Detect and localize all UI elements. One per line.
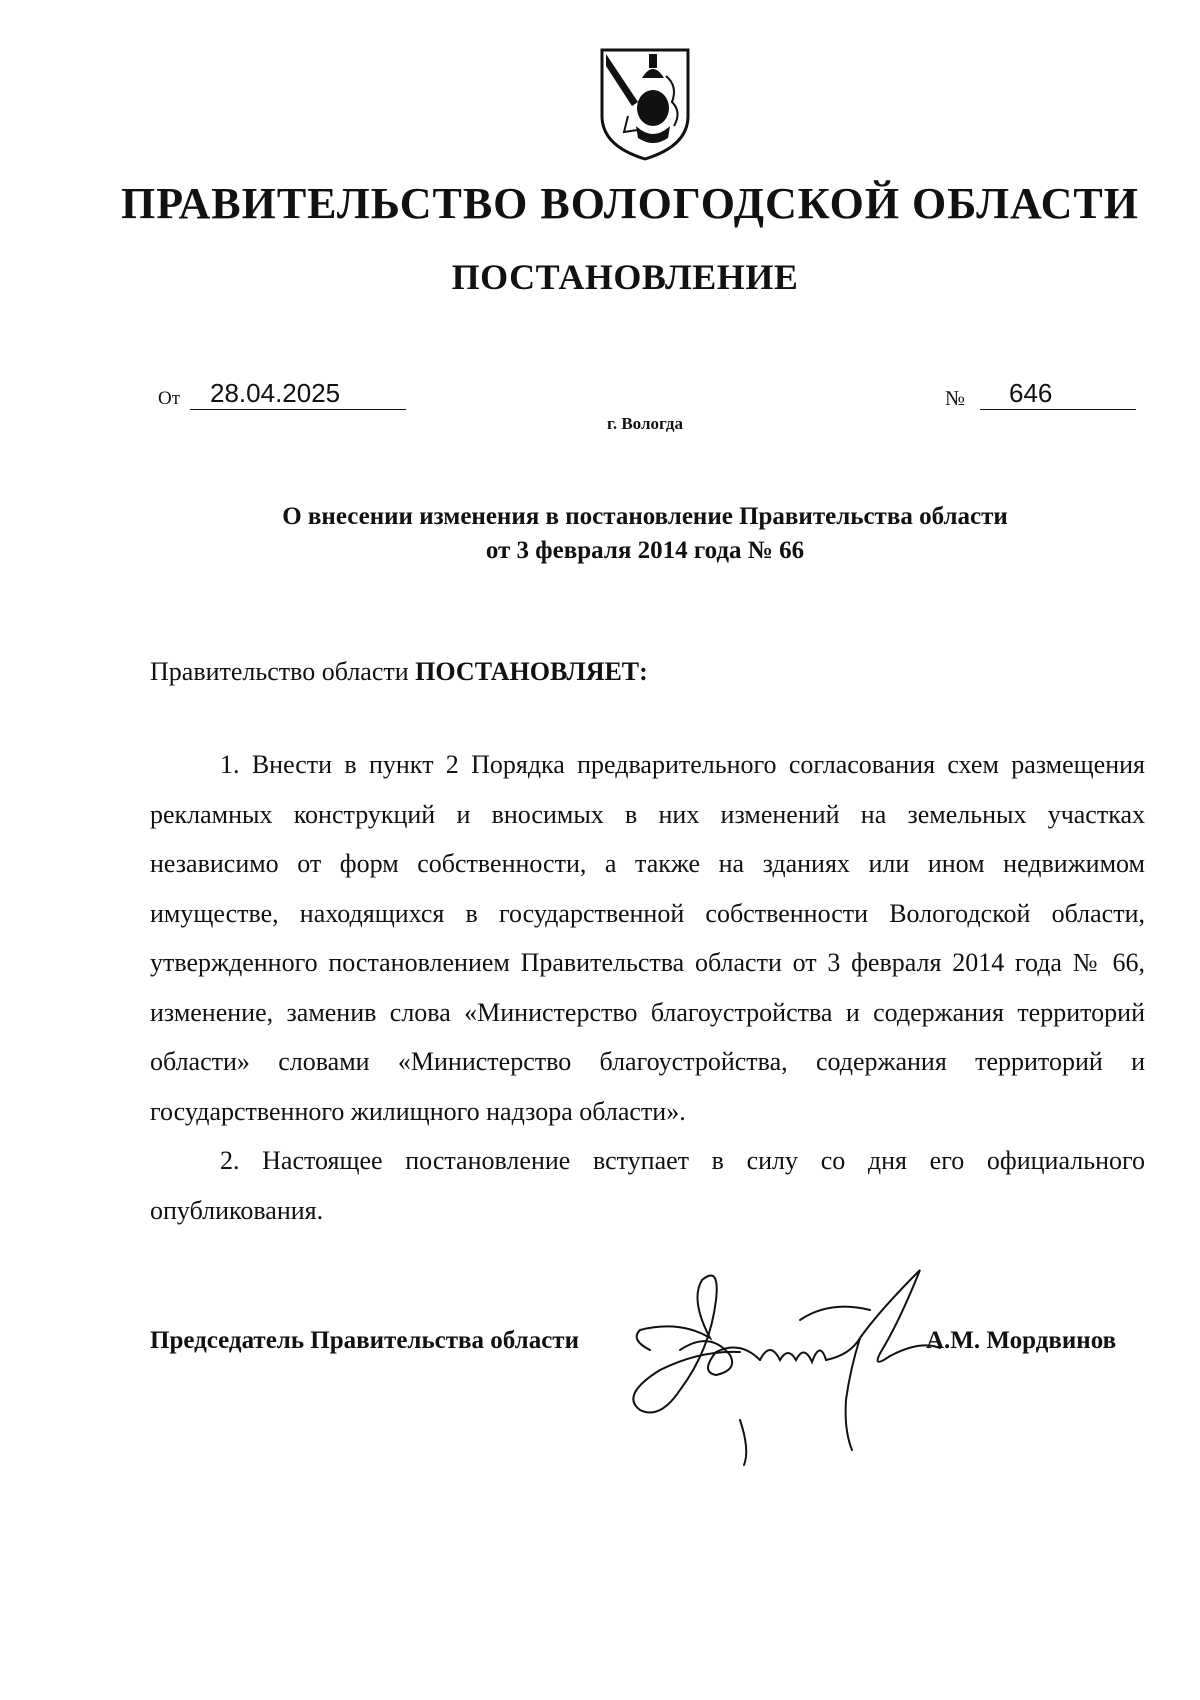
document-number: 646: [1009, 378, 1053, 408]
document-type: ПОСТАНОВЛЕНИЕ: [451, 257, 799, 297]
preamble-resolves: ПОСТАНОВЛЯЕТ:: [415, 657, 648, 686]
number-underline: [980, 409, 1136, 410]
body-paragraph-2: 2. Настоящее постановление вступает в силу со дня его официального опубликования.: [150, 1146, 1145, 1225]
signatory-title: Председатель Правительства области: [150, 1327, 579, 1354]
coat-of-arms-icon: [598, 46, 692, 162]
date-underline: [190, 409, 406, 410]
document-date: 28.04.2025: [210, 378, 341, 408]
date-label: От: [158, 388, 181, 409]
city: г. Вологда: [607, 414, 683, 433]
heading-line-2: от 3 февраля 2014 года № 66: [485, 536, 805, 564]
authority-title: ПРАВИТЕЛЬСТВО ВОЛОГОДСКОЙ ОБЛАСТИ: [121, 179, 1139, 228]
body-paragraph-1: 1. Внести в пункт 2 Порядка предварительного согласования схем размещения рекламных конструкций и вносимых в них изменений на земельных участках независимо от форм собственности, а также на зданиях или ином недвижимом имуществе, находящихся в государственной собственности Вологодской области, утвержденного постановлением Правительства области от 3 февраля 2014 года № 66, изменение, заменив слова «Министерство благоустройства и содержания территорий области» словами «Министерство благоустройства, содержания территорий и государственного жилищного надзора области».: [150, 750, 1145, 1126]
document-heading: [150, 500, 1140, 568]
document-body: [150, 740, 1145, 1235]
preamble-text: Правительство области: [150, 657, 416, 686]
signatory-name: А.М. Мордвинов: [926, 1327, 1117, 1354]
preamble: [150, 657, 648, 687]
heading-line-1: О внесении изменения в постановление Правительства области: [282, 503, 1008, 530]
handwritten-signature: [620, 1260, 960, 1470]
number-label: №: [945, 386, 966, 410]
